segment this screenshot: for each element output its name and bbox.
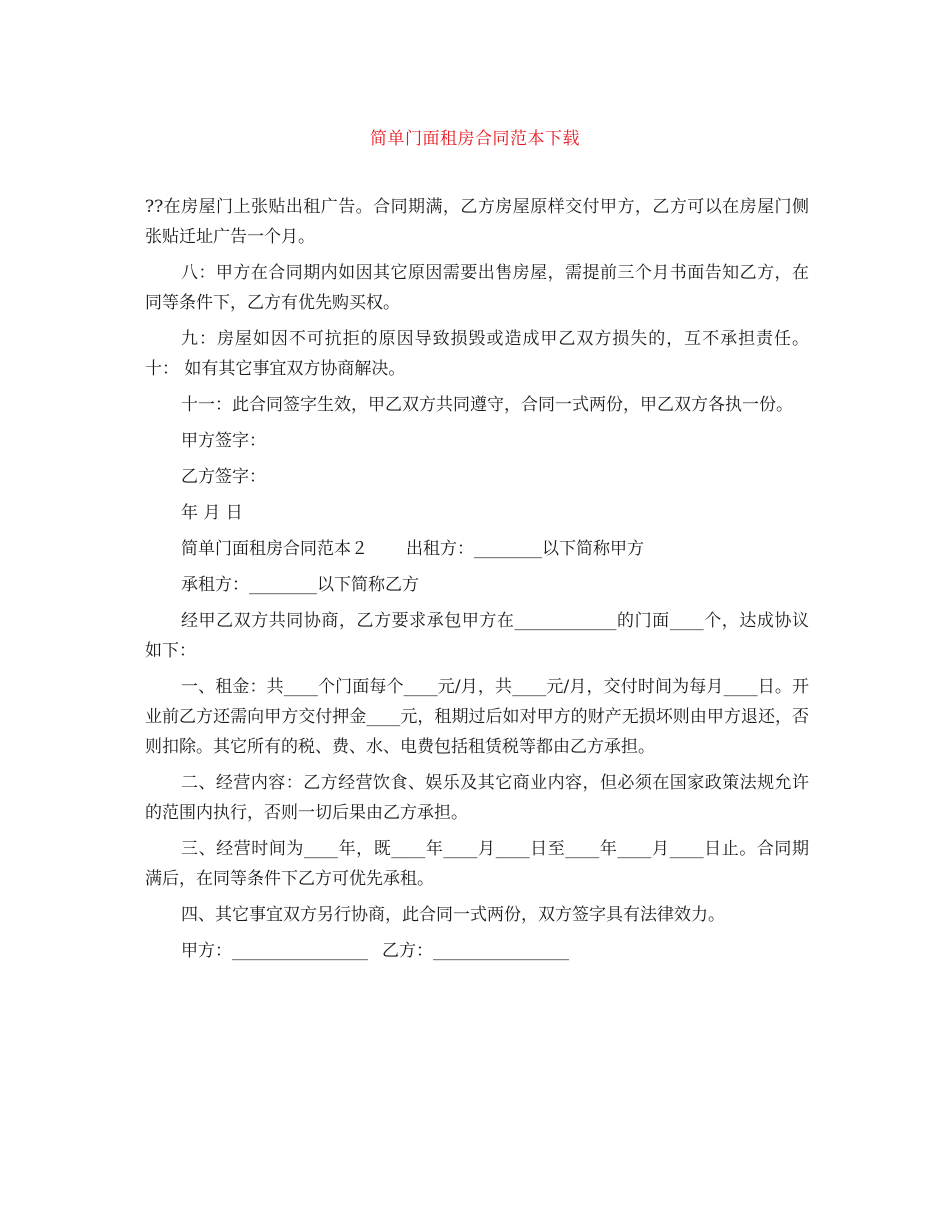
party-a-signature: 甲方：________________ — [181, 941, 368, 961]
clause-business-period: 三、经营时间为____年，既____年____月____日至____年____月____日止。合同期满后，在同等条件下乙方可优先承租。 — [145, 839, 809, 889]
lessor-line: 出租方：________以下简称甲方 — [406, 539, 644, 559]
agreement-intro: 经甲乙双方共同协商，乙方要求承包甲方在____________的门面____个，达成协议如下： — [145, 611, 809, 661]
paragraph-continuation: ??在房屋门上张贴出租广告。合同期满，乙方房屋原样交付甲方，乙方可以在房屋门侧张贴迁址广告一个月。 — [145, 197, 809, 247]
party-signature-line — [145, 936, 809, 966]
document-title: 简单门面租房合同范本下载 — [370, 129, 580, 149]
clause-eleven: 十一：此合同签字生效，甲乙双方共同遵守，合同一式两份，甲乙双方各执一份。 — [181, 395, 793, 415]
contract-two-heading: 简单门面租房合同范本２ — [181, 539, 368, 559]
document-body — [145, 192, 809, 972]
party-b-signature: 乙方：________________ — [382, 941, 569, 961]
contract-two-heading-line — [145, 534, 809, 564]
clause-eight: 八：甲方在合同期内如因其它原因需要出售房屋，需提前三个月书面告知乙方，在同等条件下，乙方有优先购买权。 — [145, 263, 809, 313]
clause-other-matters: 四、其它事宜双方另行协商，此合同一式两份，双方签字具有法律效力。 — [181, 905, 725, 925]
clause-nine-ten: 九：房屋如因不可抗拒的原因导致损毁或造成甲乙双方损失的，互不承担责任。 十： 如有其它事宜双方协商解决。 — [145, 329, 809, 379]
clause-rent: 一、租金：共____个门面每个____元/月，共____元/月，交付时间为每月____日。开业前乙方还需向甲方交付押金____元，租期过后如对甲方的财产无损坏则由甲方退还，否则扣除。其它所有的税、费、水、电费包括租赁税等都由乙方承担。 — [145, 677, 809, 757]
signature-date: 年 月 日 — [181, 503, 243, 523]
lessee-line: 承租方：________以下简称乙方 — [181, 575, 419, 595]
signature-party-b: 乙方签字： — [181, 467, 266, 487]
clause-business-content: 二、经营内容：乙方经营饮食、娱乐及其它商业内容，但必须在国家政策法规允许的范围内执行，否则一切后果由乙方承担。 — [145, 773, 809, 823]
signature-party-a: 甲方签字： — [181, 431, 266, 451]
